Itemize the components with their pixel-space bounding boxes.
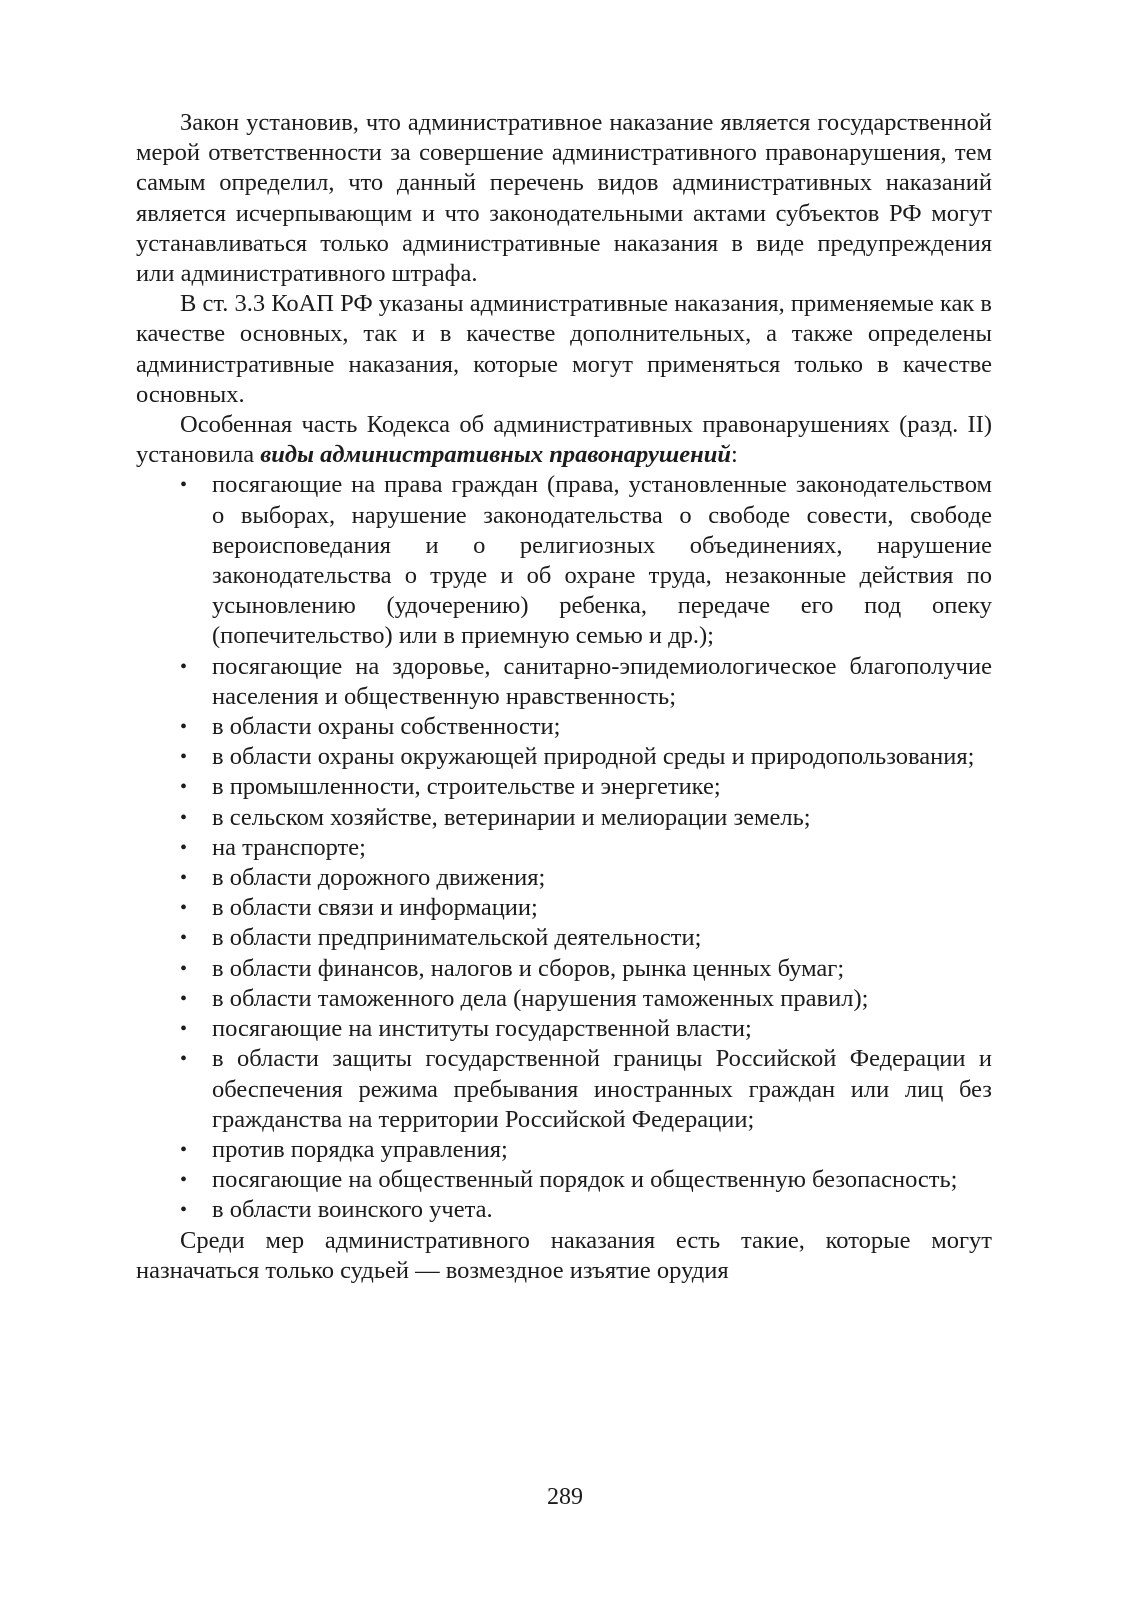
offense-types-list xyxy=(136,470,992,1225)
bullet-icon: • xyxy=(180,957,188,980)
bullet-icon: • xyxy=(180,1138,188,1161)
list-item-text: против порядка управления; xyxy=(212,1135,508,1163)
list-item-text: в сельском хозяйстве, ветеринарии и мелиорации земель; xyxy=(212,803,811,831)
list-item-text: посягающие на институты государственной власти; xyxy=(212,1015,752,1043)
paragraph-judge-only: Среди мер административного наказания есть такие, которые могут назначаться только судьей — возмездное изъятие орудия xyxy=(136,1226,992,1284)
list-item-text: в области связи и информации; xyxy=(212,894,538,922)
list-item-text: в области защиты государственной границы Российской Федерации и обеспечения режима пребывания иностранных граждан или лиц без гражданства на территории Российской Федерации; xyxy=(212,1045,992,1133)
list-item xyxy=(136,1195,992,1225)
list-item-text: в области дорожного движения; xyxy=(212,864,546,892)
list-item xyxy=(136,742,992,772)
list-item-text: в области охраны окружающей природной среды и природопользования; xyxy=(212,743,975,771)
list-item xyxy=(136,1044,992,1135)
paragraph-article-3-3: В ст. 3.3 КоАП РФ указаны административные наказания, применяемые как в качестве основных, так и в качестве дополнительных, а также определены административные наказания, которые могут применяться только в качестве основных. xyxy=(136,290,992,408)
paragraph-intro: Закон установив, что административное наказание является государственной мерой ответственности за совершение административного правонарушения, тем самым определил, что данный перечень видов административных наказаний является исчерпывающим и что законодательными актами субъектов РФ могут устанавливаться только административные наказания в виде предупреждения или административного штрафа. xyxy=(136,109,992,288)
bullet-icon: • xyxy=(180,746,188,769)
list-item xyxy=(136,1165,992,1195)
list-item-text: в области предпринимательской деятельности; xyxy=(212,924,702,952)
bullet-icon: • xyxy=(180,806,188,829)
list-item xyxy=(136,803,992,833)
bullet-icon: • xyxy=(180,897,188,920)
list-item xyxy=(136,923,992,953)
list-item xyxy=(136,1014,992,1044)
bullet-icon: • xyxy=(180,716,188,739)
paragraph-special-part xyxy=(136,410,992,470)
bullet-icon: • xyxy=(180,1199,188,1222)
list-item xyxy=(136,954,992,984)
bullet-icon: • xyxy=(180,987,188,1010)
bullet-icon: • xyxy=(180,927,188,950)
list-item xyxy=(136,470,992,651)
list-item-text: в области финансов, налогов и сборов, рынка ценных бумаг; xyxy=(212,954,845,982)
list-item xyxy=(136,1135,992,1165)
bullet-icon: • xyxy=(180,867,188,890)
bullet-icon: • xyxy=(180,1169,188,1192)
list-item xyxy=(136,984,992,1014)
bullet-icon: • xyxy=(180,1018,188,1041)
bullet-icon: • xyxy=(180,776,188,799)
list-item-text: посягающие на права граждан (права, установленные законодательством о выборах, нарушение законодательства о свободе совести, свободе вероисповедания и о религиозных объединениях, нарушение законодательства о труде и об охране труда, незаконные действия по усыновлению (удочерению) ребенка, передаче его под опеку (попечительство) или в приемную семью и др.); xyxy=(212,471,992,650)
page-number: 289 xyxy=(547,1484,583,1510)
page-body xyxy=(136,108,992,1286)
list-item-text: в области воинского учета. xyxy=(212,1196,493,1224)
bullet-icon: • xyxy=(180,655,188,678)
list-item xyxy=(136,652,992,712)
list-item xyxy=(136,893,992,923)
list-item xyxy=(136,863,992,893)
bullet-icon: • xyxy=(180,474,188,497)
list-item-text: на транспорте; xyxy=(212,833,366,861)
list-item-text: посягающие на общественный порядок и общественную безопасность; xyxy=(212,1166,958,1194)
paragraph-special-part-text: Особенная часть Кодекса об административных правонарушениях (разд. II) установила xyxy=(136,411,992,469)
list-item xyxy=(136,833,992,863)
list-item xyxy=(136,772,992,802)
list-item-text: в промышленности, строительстве и энергетике; xyxy=(212,773,721,801)
list-item-text: в области охраны собственности; xyxy=(212,713,561,741)
bullet-icon: • xyxy=(180,1048,188,1071)
emphasis-offense-types: виды административных правонарушений xyxy=(260,441,731,469)
list-item-text: в области таможенного дела (нарушения таможенных правил); xyxy=(212,984,869,1012)
list-item-text: посягающие на здоровье, санитарно-эпидемиологическое благополучие населения и общественную нравственность; xyxy=(212,652,992,710)
paragraph-special-part-colon: : xyxy=(731,441,738,469)
list-item xyxy=(136,712,992,742)
bullet-icon: • xyxy=(180,836,188,859)
